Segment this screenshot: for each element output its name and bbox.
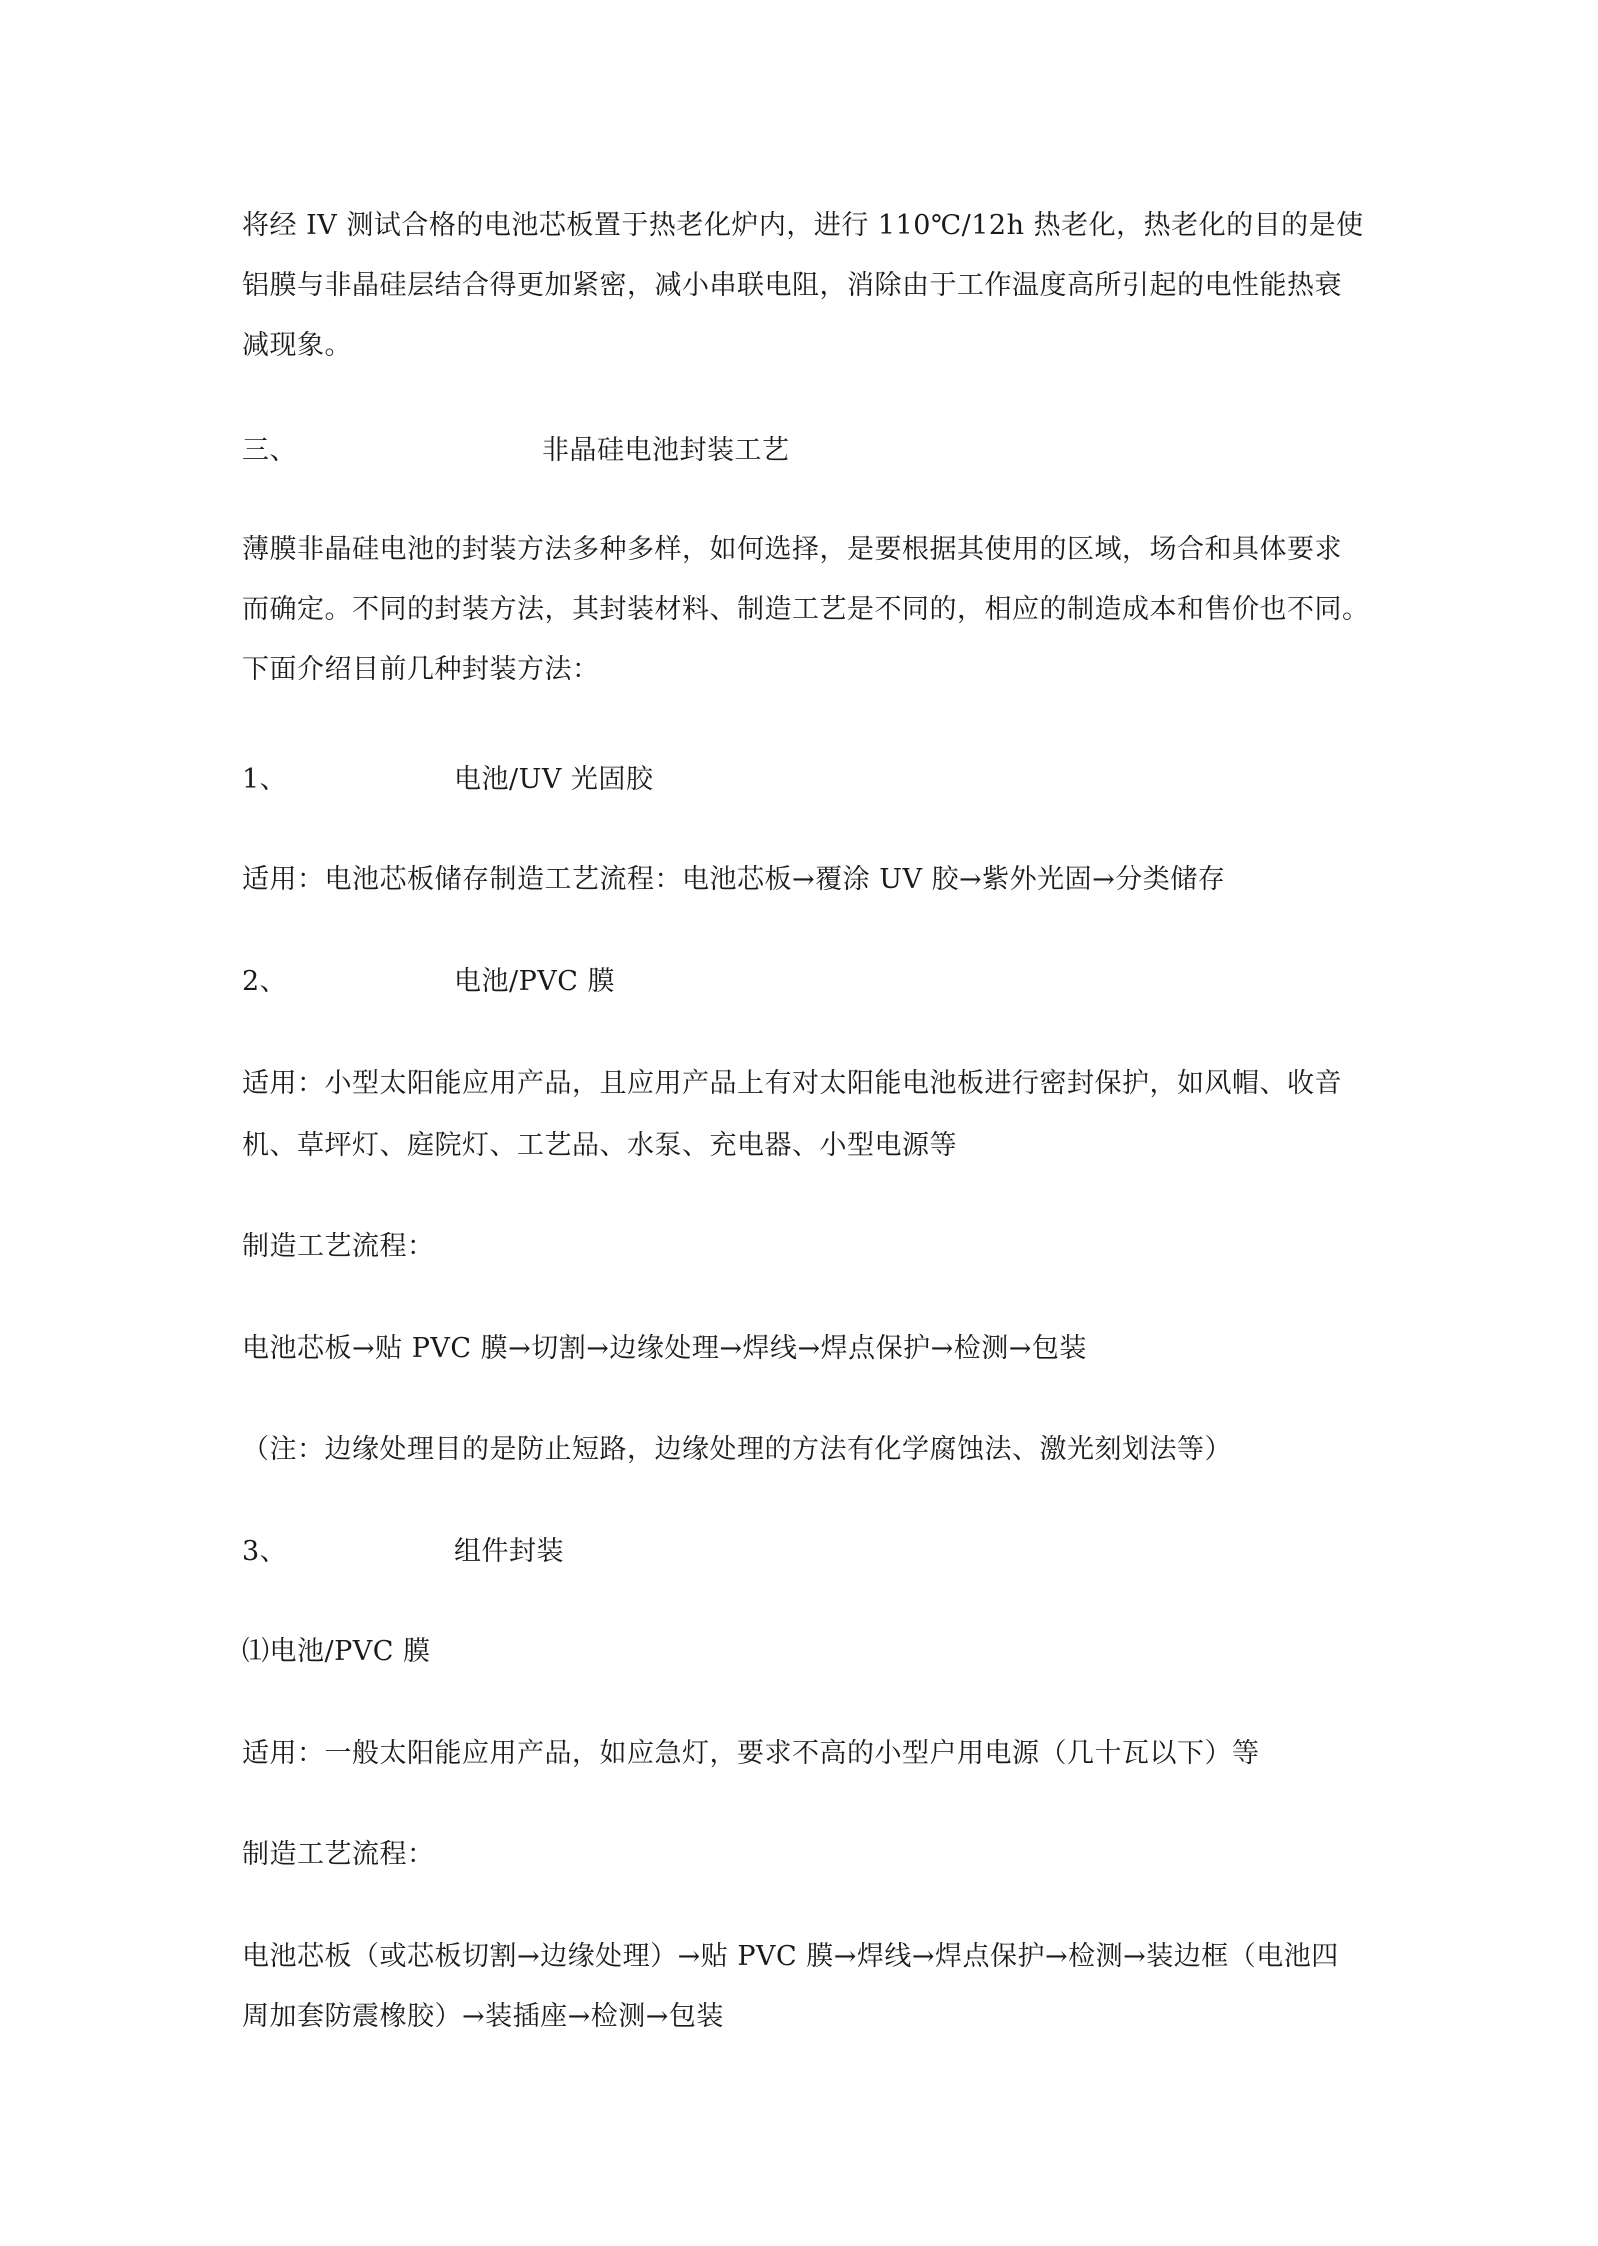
method-2-usage-line-1: 适用：小型太阳能应用产品，且应用产品上有对太阳能电池板进行密封保护，如风帽、收音 <box>242 1068 1342 1099</box>
aging-paragraph-line-1: 将经 IV 测试合格的电池芯板置于热老化炉内，进行 110℃/12h 热老化，热老化的目的是使 <box>242 210 1364 241</box>
intro-paragraph-line-2: 而确定。不同的封装方法，其封装材料、制造工艺是不同的，相应的制造成本和售价也不同。 <box>242 594 1370 625</box>
method-3-sub-1-process-line-1: 电池芯板（或芯板切割→边缘处理）→贴 PVC 膜→焊线→焊点保护→检测→装边框（电池四 <box>242 1941 1339 1972</box>
section-3-title: 非晶硅电池封装工艺 <box>542 435 790 466</box>
method-2-title: 电池/PVC 膜 <box>454 966 616 997</box>
method-3-heading <box>242 1532 564 1572</box>
section-3-heading <box>242 431 790 471</box>
method-3-sub-1-process-label: 制造工艺流程： <box>242 1839 435 1870</box>
method-2-process-label: 制造工艺流程： <box>242 1231 435 1262</box>
method-2-heading <box>242 962 616 1002</box>
method-3-sub-1-process-line-2: 周加套防震橡胶）→装插座→检测→包装 <box>242 2001 724 2032</box>
intro-paragraph-line-1: 薄膜非晶硅电池的封装方法多种多样，如何选择，是要根据其使用的区域，场合和具体要求 <box>242 534 1342 565</box>
method-3-sub-1-usage: 适用：一般太阳能应用产品，如应急灯，要求不高的小型户用电源（几十瓦以下）等 <box>242 1738 1260 1769</box>
method-3-number: 3、 <box>242 1536 288 1567</box>
method-1-title: 电池/UV 光固胶 <box>454 764 654 795</box>
method-3-sub-1-title: ⑴电池/PVC 膜 <box>242 1636 431 1667</box>
method-1-usage: 适用：电池芯板储存制造工艺流程：电池芯板→覆涂 UV 胶→紫外光固→分类储存 <box>242 864 1226 895</box>
section-3-number: 三、 <box>242 435 297 466</box>
method-2-usage-line-2: 机、草坪灯、庭院灯、工艺品、水泵、充电器、小型电源等 <box>242 1130 957 1161</box>
aging-paragraph-line-2: 铝膜与非晶硅层结合得更加紧密，减小串联电阻，消除由于工作温度高所引起的电性能热衰 <box>242 270 1342 301</box>
method-2-process: 电池芯板→贴 PVC 膜→切割→边缘处理→焊线→焊点保护→检测→包装 <box>242 1333 1087 1364</box>
method-1-heading <box>242 760 654 800</box>
method-3-title: 组件封装 <box>454 1536 564 1567</box>
method-1-number: 1、 <box>242 764 288 795</box>
method-2-number: 2、 <box>242 966 288 997</box>
method-2-note: （注：边缘处理目的是防止短路，边缘处理的方法有化学腐蚀法、激光刻划法等） <box>242 1434 1232 1465</box>
intro-paragraph-line-3: 下面介绍目前几种封装方法： <box>242 654 600 685</box>
aging-paragraph-line-3: 减现象。 <box>242 330 352 361</box>
